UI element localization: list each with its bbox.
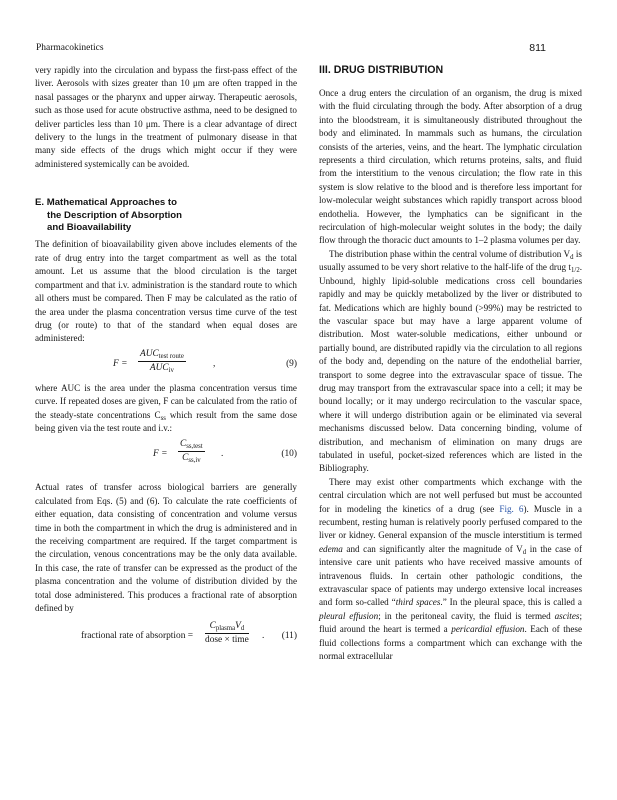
equation-10-numerator-sub: ss,test xyxy=(186,443,203,451)
equation-11-punct: . xyxy=(262,631,265,642)
paragraph-inhalation: very rapidly into the circulation and bypass the first-pass effect of the liver. Aerosols with sizes greater than 10 μm are often trapped in the nasal passages or the pharynx and upper airway. Therapeutic aerosols, such as those used for acute obstructive asthma, need to be designed to deliver particles less than 10 μm. There is a clear advantage of direct delivery to the lungs in the treatment of pulmonary disease in that many side effects of the drugs which might occur if they were administered systemically can be avoided. xyxy=(35,65,297,169)
equation-9-denominator: AUC xyxy=(149,362,169,373)
figure-6-link[interactable]: Fig. 6 xyxy=(499,503,524,514)
paragraph-circulation: Once a drug enters the circulation of an organism, the drug is mixed with the fluid circulating through the body. After absorption of a drug into the bloodstream, it is simultaneously distributed throughout the body and eliminated. In mammals such as humans, the circulation consists of the arteries, veins, and the heart. The lymphatic circulation represents a third circulation, which returns proteins, salts, and fluid from the interstitium to the venous circulation; the flow rate in this system is slow relative to the blood and is therefore less important for low-molecular weight substances which rapidly transport across blood endothelia. However, the lymphatics can be significant in the recirculation of high-molecular weight solutes in the body; the daily flow through the thoracic duct amounts to 1–2 plasma volumes per day. xyxy=(319,88,582,246)
equation-9-number: (9) xyxy=(286,358,297,369)
term-edema: edema xyxy=(319,543,343,554)
equation-10-denominator-sub: ss,iv xyxy=(188,457,201,465)
term-ascites: ascites xyxy=(554,610,580,621)
section-heading-drug-distribution: III. DRUG DISTRIBUTION xyxy=(319,64,444,76)
paragraph-other-compartments-g: ; fluid around the heart is termed a xyxy=(319,610,582,635)
paragraph-auc-explained-a: where AUC is the area under the plasma concentration versus time curve. If repeated doses are given, F can be calculated from the ratio of the steady-state concentrations C xyxy=(35,382,297,420)
equation-11-number: (11) xyxy=(281,631,297,642)
paragraph-other-compartments-a: There may exist other compartments which exchange with the central circulation which are not well perfused but must be accounted for in modeling the kinetics of a drug (see xyxy=(319,476,582,514)
equation-11 xyxy=(35,620,297,654)
running-title: Pharmacokinetics xyxy=(36,43,104,53)
paragraph-other-compartments xyxy=(319,476,582,664)
equation-9-numerator-sub: test route xyxy=(158,352,184,360)
equation-9-numerator: AUC xyxy=(140,348,159,359)
equation-10-denominator: C xyxy=(182,453,189,464)
equation-9-lhs: F = xyxy=(113,358,128,369)
term-pleural-effusion: pleural effusion xyxy=(319,610,379,621)
equation-11-lhs: fractional rate of absorption = xyxy=(81,631,194,642)
paragraph-other-compartments-d: in the case of intensive care unit patients who have received massive amounts of intravenous fluids. In certain other pathologic conditions, the extravascular space of patients may undergo extensive local increases and form so-called “ xyxy=(319,543,582,608)
half-life-subscript: 1/2 xyxy=(571,267,580,275)
paragraph-distribution-phase xyxy=(319,248,582,476)
equation-9-denominator-sub: iv xyxy=(168,366,174,374)
equation-9-punct: , xyxy=(213,358,216,369)
paragraph-other-compartments-b: ). Muscle in a recumbent, resting human is relatively poorly perfused compared to the liver or kidney. General expansion of the muscle interstitium is termed xyxy=(319,503,582,541)
subsection-heading-line-2: the Description of Absorption xyxy=(47,209,183,221)
equation-10-number: (10) xyxy=(281,449,297,460)
term-pericardial-effusion: pericardial effusion xyxy=(451,624,525,635)
equation-10-lhs: F = xyxy=(153,449,168,460)
subsection-heading-e xyxy=(35,197,297,234)
vd-subscript: d xyxy=(570,253,574,261)
equation-11-numerator: C xyxy=(209,621,216,632)
equation-11-denominator: dose × time xyxy=(205,635,249,646)
paragraph-distribution-phase-b: is usually assumed to be very short relative to the half-life of the drug t xyxy=(319,248,582,273)
equation-10 xyxy=(35,438,297,472)
equation-10-numerator: C xyxy=(180,439,187,450)
paragraph-other-compartments-c: and can significantly alter the magnitude of V xyxy=(342,543,523,554)
equation-11-numerator-sub: plasma xyxy=(215,625,236,633)
vd-subscript-2: d xyxy=(522,548,527,556)
paragraph-auc-explained xyxy=(35,382,297,436)
paragraph-distribution-phase-a: The distribution phase within the central volume of distribution V xyxy=(329,248,571,259)
paragraph-distribution-phase-c: . Unbound, highly lipid-soluble medications cross cell boundaries rapidly and may be quickly metabolized by the liver or distributed to fat. Medications which are highly bound (>99%) may be restricted to the vascular space but may have a large apparent volume of distribution. Most water-soluble medications, either unbound or partially bound, are distributed rapidly via the circulation to all regions of the body and, depending on the nature of the endothelial barrier, transport to some degree into the extravascular space of tissue. The drug may transport from the extravascular space into a cell; it may be bound locally; or it may undergo recirculation to the vascular space, where it will undergo distribution again or be eliminated via several mechanisms discussed below. Data concerning binding, volume of distribution, and mechanism of elimination on many drugs are tabulated in useful, pocket-sized references which are listed in the Bibliography. xyxy=(319,262,582,474)
paragraph-other-compartments-h: . Each of these fluid collections forms a compartment which can exchange with the normal extracellular xyxy=(319,624,582,662)
css-subscript: ss xyxy=(160,414,166,422)
equation-10-punct: . xyxy=(221,449,224,460)
equation-11-numerator-sub2: d xyxy=(240,625,245,633)
equation-9 xyxy=(35,348,297,382)
paragraph-bioavailability-definition: The definition of bioavailability given above includes elements of the rate of drug entry into the target compartment as well as the total amount. Let us assume that the blood circulation is the target compartment and that i.v. administration is the standard route to which all others must be compared. Then F may be calculated as the ratio of the area under the plasma concentration versus time curve of the test drug (or route) to that of the standard when equal doses are administered: xyxy=(35,239,297,344)
subsection-heading-line-3: and Bioavailability xyxy=(47,222,132,234)
paragraph-transfer-rates: Actual rates of transfer across biological barriers are generally calculated from Eqs. (5) and (6). To calculate the rate coefficients of either equation, data consisting of concentration and volume versus time in both the compartment in which the drug is administered and in the receiving compartment are required. If the target compartment is the circulation, venous concentrations may be the only data available. In this case, the rate of transfer can be expressed as the product of the plasma concentration and the volume of distribution divided by the total dose administered. This produces a fractional rate of absorption defined by xyxy=(35,482,297,613)
left-column xyxy=(35,64,297,654)
paragraph-other-compartments-f: ; in the peritoneal cavity, the fluid is termed xyxy=(378,610,555,621)
subsection-heading-line-1: E. Mathematical Approaches to xyxy=(35,197,177,209)
page-number: 811 xyxy=(529,42,546,54)
paragraph-other-compartments-e: .” In the pleural space, this is called a xyxy=(440,597,582,608)
term-third-spaces: third spaces xyxy=(395,597,441,608)
paragraph-auc-explained-b: which result from the same dose being given via the test route and i.v.: xyxy=(35,409,298,433)
right-column xyxy=(319,64,582,663)
equation-11-numerator-b: V xyxy=(235,621,241,632)
